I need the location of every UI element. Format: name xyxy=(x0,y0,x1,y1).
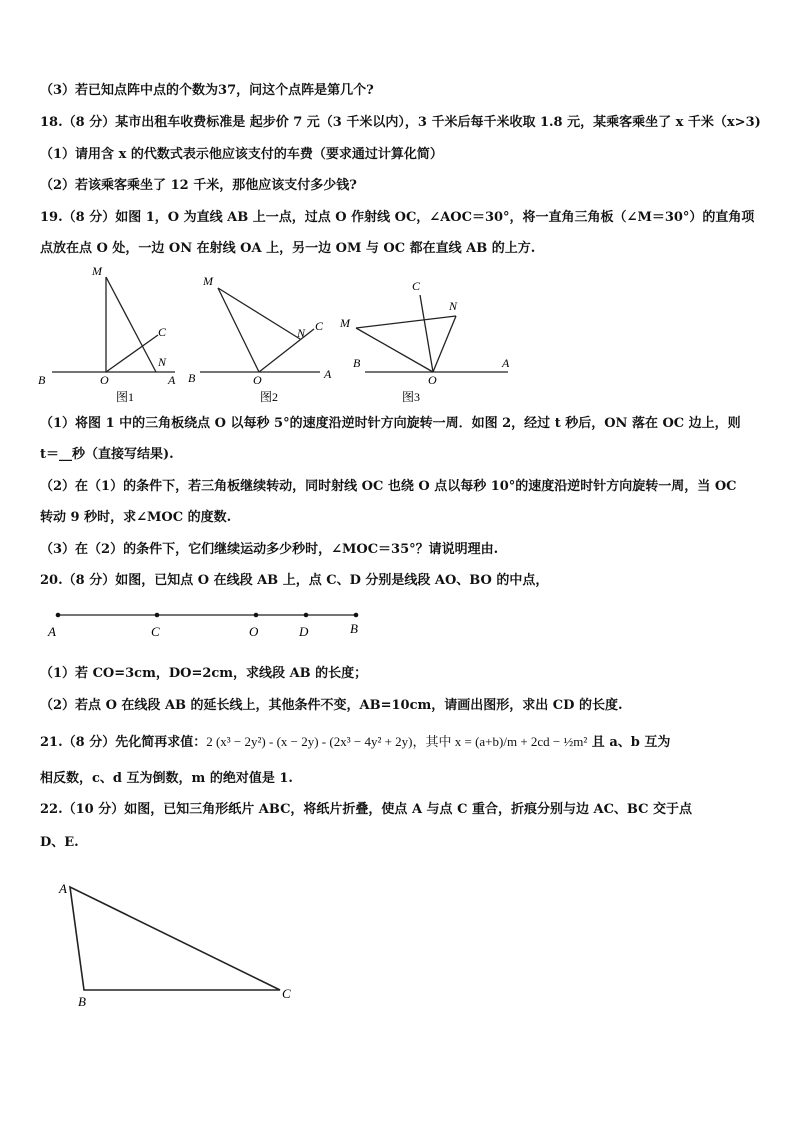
f3-label-B: B xyxy=(353,356,361,370)
q18-part2: （2）若该乘客乘坐了 12 千米，那他应该支付多少钱? xyxy=(40,178,357,193)
q19-part1-a: （1）将图 1 中的三角板绕点 O 以每秒 5°的速度沿逆时针方向旋转一周．如图 2，经过 t 秒后，ON 落在 OC 边上，则 xyxy=(40,416,741,431)
f3-label-O: O xyxy=(428,373,437,387)
q20-label-O: O xyxy=(249,624,259,639)
q22-stem-1: 22.（10 分）如图，已知三角形纸片 ABC，将纸片折叠，使点 A 与点 C 重合，折痕分别与边 AC、BC 交于点 xyxy=(40,802,693,817)
q20-label-A: A xyxy=(48,624,56,639)
f2-label-N: N xyxy=(297,326,306,340)
f1-label-A: A xyxy=(168,373,176,387)
q22-triangle-figure xyxy=(50,875,310,1015)
f2-label-B: B xyxy=(188,371,196,385)
f1-label-C: C xyxy=(158,325,167,339)
q19-part3: （3）在（2）的条件下，它们继续运动多少秒时，∠MOC＝35°？请说明理由. xyxy=(40,542,499,557)
q21-suffix: 且 a、b 互为 xyxy=(587,735,671,750)
q20-part2: （2）若点 O 在线段 AB 的延长线上，其他条件不变，AB=10cm，请画出图形，求出 CD 的长度. xyxy=(40,698,623,713)
q22-label-A: A xyxy=(59,881,67,896)
q19-part2-b: 转动 9 秒时，求∠MOC 的度数. xyxy=(40,510,232,525)
q21-conditions: 相反数，c、d 互为倒数，m 的绝对值是 1. xyxy=(40,771,293,786)
f3-label-A: A xyxy=(502,356,510,370)
q20-label-C: C xyxy=(151,624,160,639)
q19-stem-1: 19.（8 分）如图 1，O 为直线 AB 上一点，过点 O 作射线 OC，∠AOC＝30°，将一直角三角板（∠M＝30°）的直角项 xyxy=(40,210,755,225)
q20-label-B: B xyxy=(350,621,358,636)
f3-label-C: C xyxy=(412,279,421,293)
q19-figures xyxy=(30,255,520,405)
q21-stem xyxy=(40,733,670,752)
f2-label-C: C xyxy=(315,319,324,333)
q21-expression: 2 (x³ − 2y²) - (x − 2y) - (2x³ − 4y² + 2y)，其中 x = (a+b)/m + 2cd − ½m² xyxy=(206,734,588,749)
f3-label-N: N xyxy=(449,299,458,313)
q22-label-C: C xyxy=(282,986,291,1001)
q21-prefix: 21.（8 分）先化简再求值： xyxy=(40,735,207,750)
q20-part1: （1）若 CO=3cm，DO=2cm，求线段 AB 的长度； xyxy=(40,666,368,681)
f1-label-N: N xyxy=(158,355,167,369)
f2-label-M: M xyxy=(203,274,213,288)
f2-label-A: A xyxy=(324,367,332,381)
q18-part1: （1）请用含 x 的代数式表示他应该支付的车费（要求通过计算化简） xyxy=(40,147,443,162)
q20-segment-figure xyxy=(40,605,380,645)
q22-stem-2: D、E. xyxy=(40,835,79,850)
q18-stem: 18.（8 分）某市出租车收费标准是 起步价 7 元（3 千米以内），3 千米后每千米收取 1.8 元，某乘客乘坐了 x 千米（x>3) xyxy=(40,115,761,130)
q19-part2-a: （2）在（1）的条件下，若三角板继续转动，同时射线 OC 也绕 O 点以每秒 10°的速度沿逆时针方向旋转一周，当 OC xyxy=(40,479,737,494)
q17-part3: （3）若已知点阵中点的个数为37，问这个点阵是第几个? xyxy=(40,83,374,98)
f1-label-B: B xyxy=(38,373,46,387)
f1-label-M: M xyxy=(92,264,102,278)
fig2-caption: 图2 xyxy=(260,390,279,404)
f1-label-O: O xyxy=(100,373,109,387)
q20-stem: 20.（8 分）如图，已知点 O 在线段 AB 上，点 C、D 分别是线段 AO、BO 的中点， xyxy=(40,573,549,588)
q22-label-B: B xyxy=(78,994,86,1009)
q20-label-D: D xyxy=(299,624,309,639)
f2-label-O: O xyxy=(253,373,262,387)
fig3-caption: 图3 xyxy=(402,390,421,404)
q19-stem-2: 点放在点 O 处，一边 ON 在射线 OA 上，另一边 OM 与 OC 都在直线 AB 的上方. xyxy=(40,241,536,256)
f3-label-M: M xyxy=(340,316,350,330)
fig1-caption: 图1 xyxy=(116,390,135,404)
q19-part1-b: t＝__秒（直接写结果). xyxy=(40,447,174,462)
